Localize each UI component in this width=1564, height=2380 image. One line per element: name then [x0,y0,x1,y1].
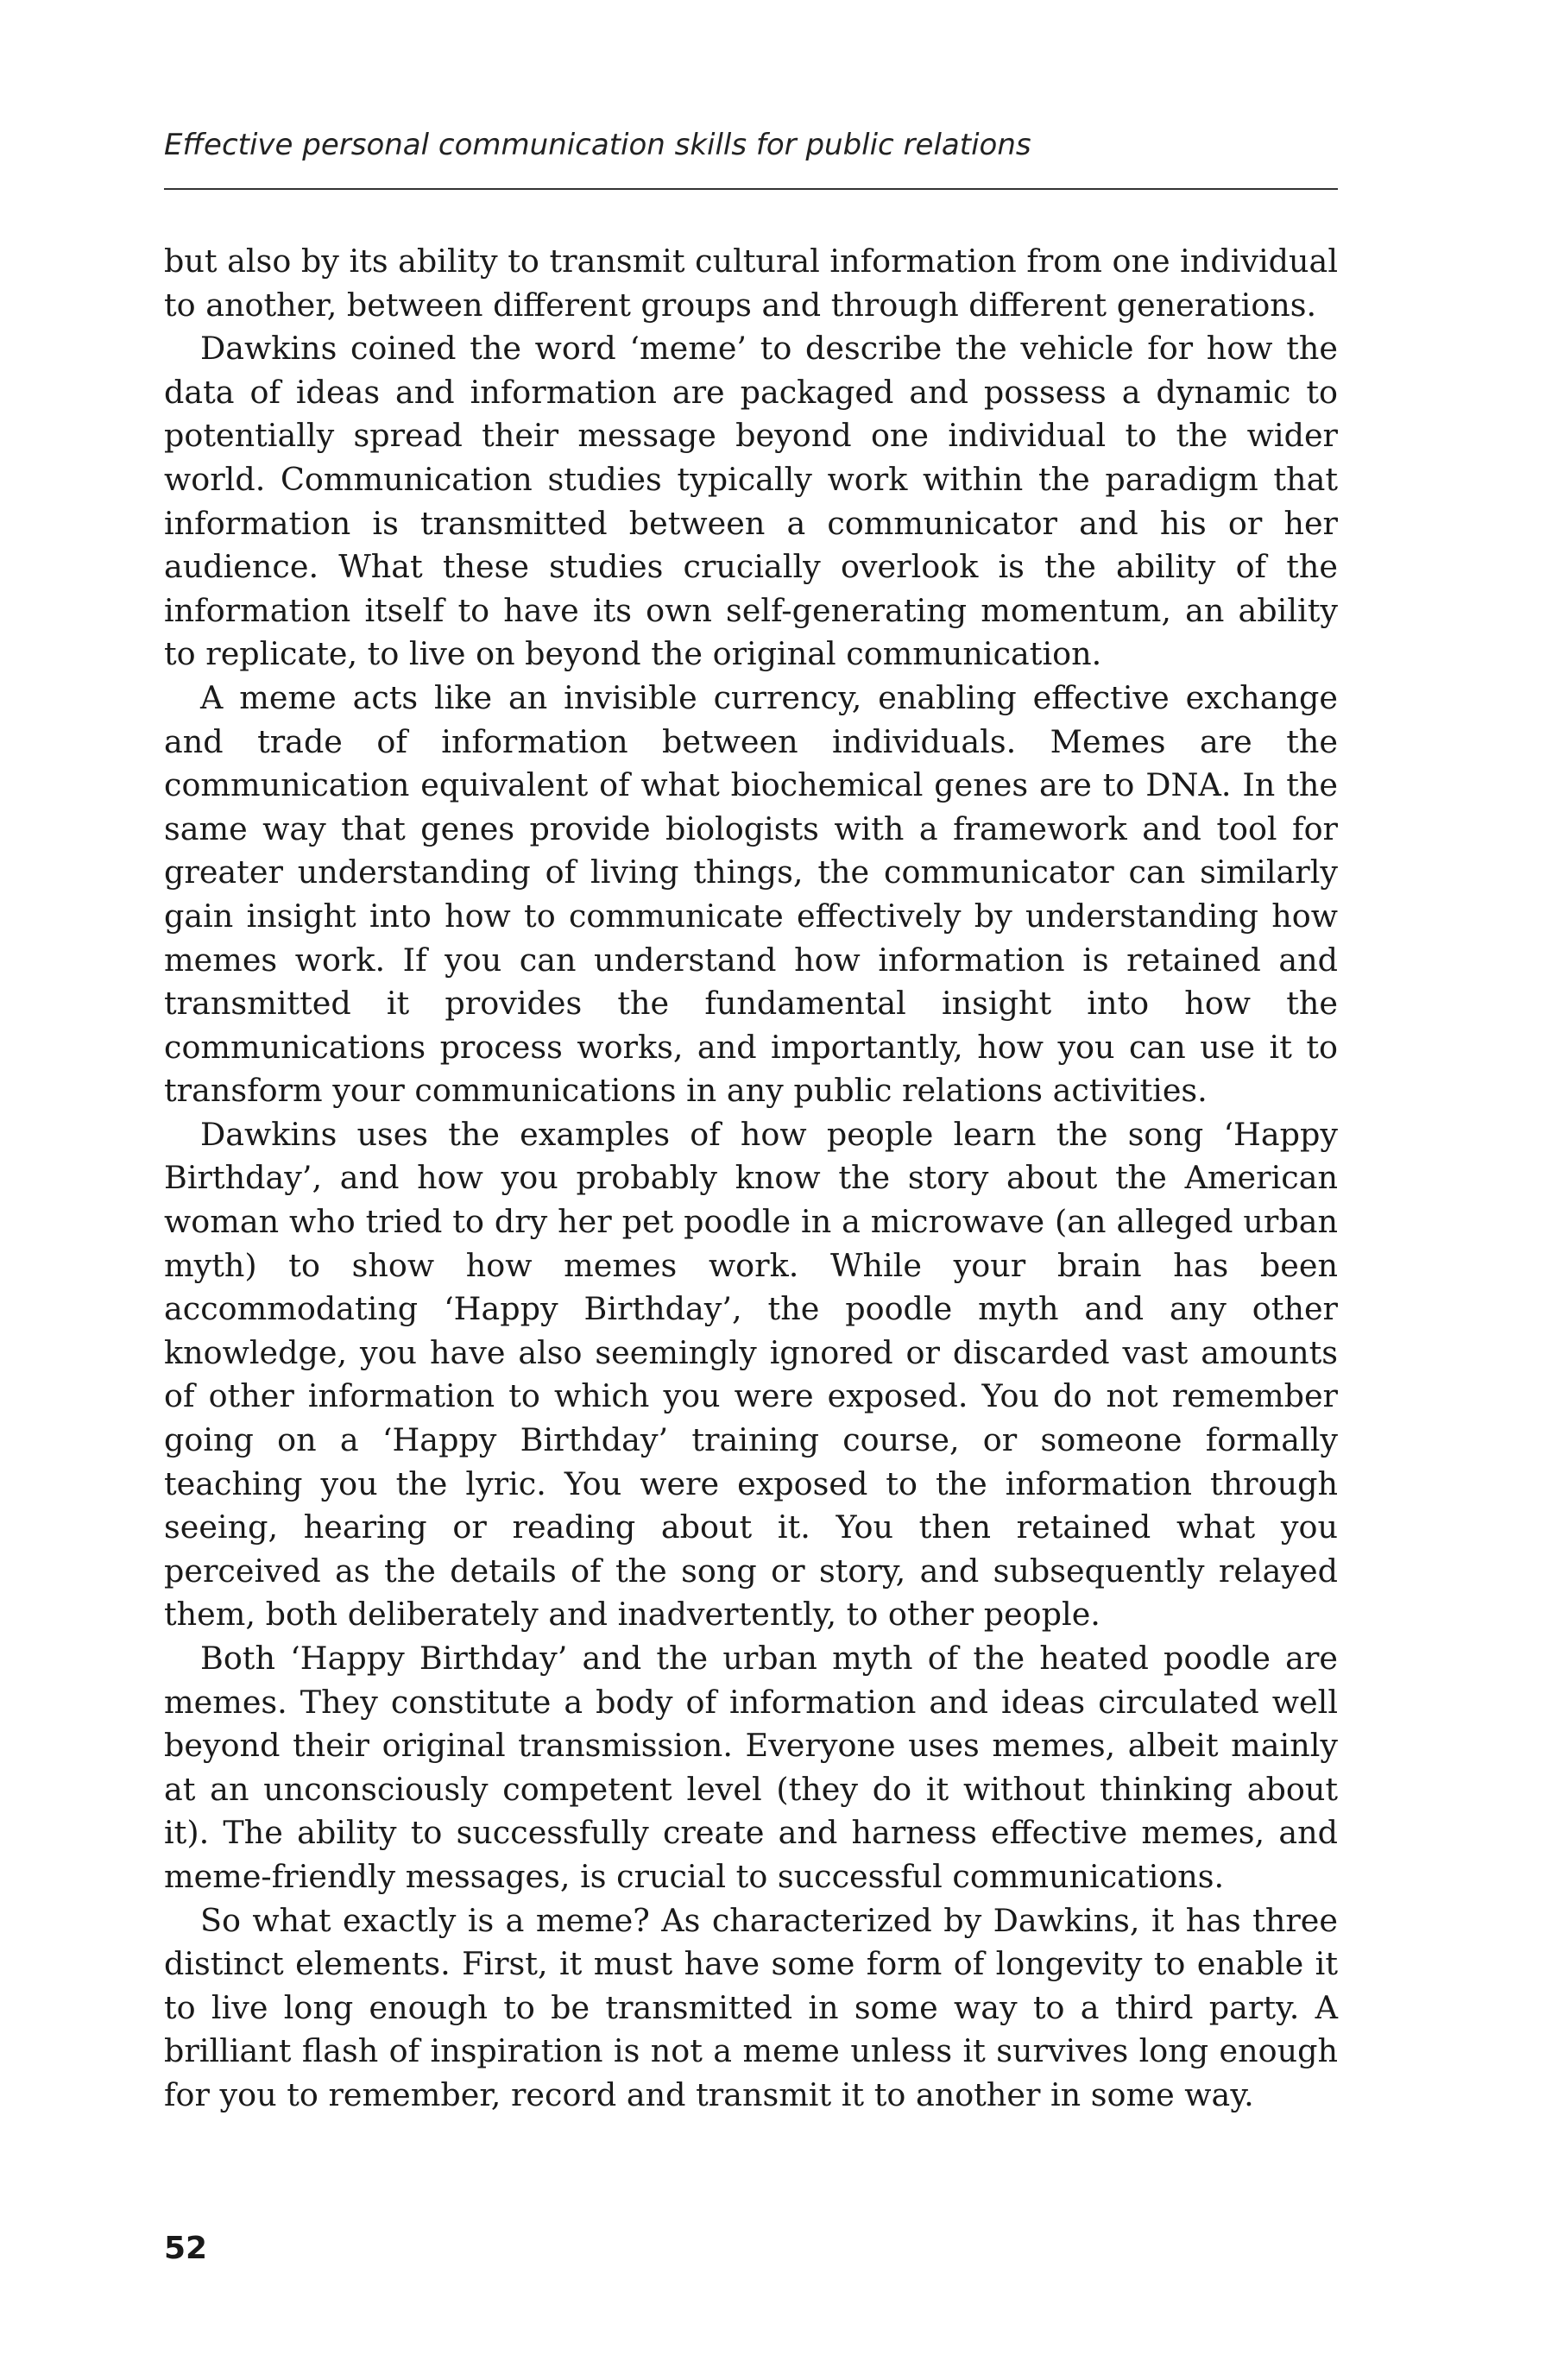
page-number: 52 [164,2231,208,2266]
body-text [164,240,1338,2118]
paragraph-invisible-currency: A meme acts like an invisible currency, enabling effective exchange and trade of information between individuals. Memes are the communication equivalent of what biochemical genes are to DNA. In the same way that genes provide biologists with a framework and tool for greater understanding of living things, the communicator can similarly gain insight into how to communicate effectively by understanding how memes work. If you can understand how information is retained and transmitted it provides the fundamental insight into how the communications process works, and importantly, how you can use it to transform your communications in any public relations activities. [164,678,1338,1110]
paragraph-continuation: but also by its ability to transmit cultural information from one individual to another, between different groups and through different generations. [164,242,1338,324]
paragraph-meme-definition: Dawkins coined the word ‘meme’ to describe the vehicle for how the data of ideas and information are packaged and possess a dynamic to potentially spread their message beyond one individual to the wider world. Communication studies typically work within the paradigm that information is transmitted between a communicator and his or her audience. What these studies crucially overlook is the ability of the information itself to have its own self-generating momentum, an ability to replicate, to live on beyond the original communication. [164,330,1338,673]
paragraph-what-is-a-meme: So what exactly is a meme? As characterized by Dawkins, it has three distinct elements. First, it must have some form of longevity to enable it to live long enough to be transmitted in some way to a third party. A brilliant flash of inspiration is not a meme unless it survives long enough for you to remember, record and transmit it to another in some way. [164,1901,1338,2113]
running-header: Effective personal communication skills for public relations [164,128,1031,162]
header-rule [164,188,1338,190]
paragraph-happy-birthday-example: Dawkins uses the examples of how people learn the song ‘Happy Birthday’, and how you probably know the story about the American woman who tried to dry her pet poodle in a microwave (an alleged urban myth) to show how memes work. While your brain has been accommodating ‘Happy Birthday’, the poodle myth and any other knowledge, you have also seemingly ignored or discarded vast amounts of other information to which you were exposed. You do not remember going on a ‘Happy Birthday’ training course, or someone formally teaching you the lyric. You were exposed to the information through seeing, hearing or reading about it. You then retained what you perceived as the details of the song or story, and subsequently relayed them, both deliberately and inadvertently, to other people. [164,1115,1338,1634]
paragraph-memes-circulated: Both ‘Happy Birthday’ and the urban myth of the heated poodle are memes. They constitute a body of information and ideas circulated well beyond their original transmission. Everyone uses memes, albeit mainly at an unconsciously competent level (they do it without thinking about it). The ability to successfully create and harness effective memes, and meme-friendly messages, is crucial to successful communications. [164,1640,1338,1895]
